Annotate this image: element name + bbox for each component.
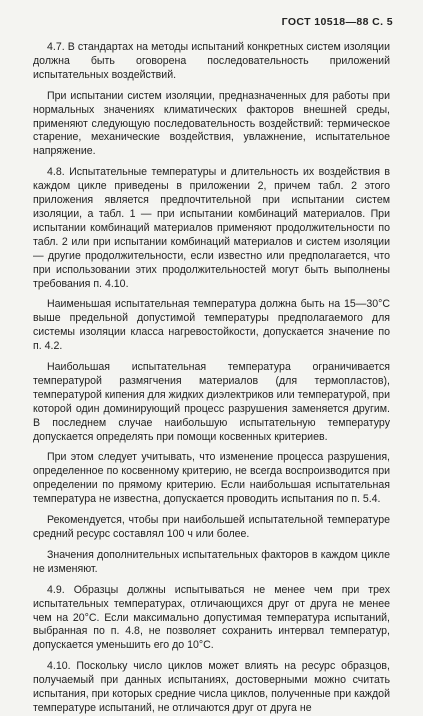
paragraph-max-temperature: Наибольшая испытательная температура ограничивается температурой размягчения материалов (для термопластов), температурой кипения для жидких диэлектриков или температурой, при которой один доминирующий процесс разрушения заменяется другим. В последнем случае наибольшую испытательную температуру допускается определять при помощи косвенных критериев. bbox=[33, 361, 390, 443]
page-body bbox=[33, 41, 390, 716]
paragraph-climatic-sequence: При испытании систем изоляции, предназначенных для работы при нормальных значениях климатических факторов внешней среды, применяют следующую последовательность воздействий: термическое старение, механические воздействия, увлажнение, испытательное напряжение. bbox=[33, 89, 390, 158]
paragraph-indirect-criterion: При этом следует учитывать, что изменение процесса разрушения, определенное по косвенному критерию, не всегда воспроизводится при определении по прямому критерию. Если наибольшая испытательная температура не известна, допускается проводить испытания по п. 5.4. bbox=[33, 451, 390, 506]
paragraph-recommendation: Рекомендуется, чтобы при наибольшей испытательной температуре средний ресурс составлял 100 ч или более. bbox=[33, 514, 390, 540]
paragraph-min-temperature: Наименьшая испытательная температура должна быть на 15—30°C выше предельной допустимой температуры предполагаемого для системы изоляции класса нагревостойкости, допускается значение по п. 4.2. bbox=[33, 298, 390, 353]
paragraph-additional-factors: Значения дополнительных испытательных факторов в каждом цикле не изменяют. bbox=[33, 548, 390, 575]
paragraph-4-9: 4.9. Образцы должны испытываться не менее чем при трех испытательных температурах, отличающихся друг от друга не менее чем на 20°C. Если максимально допустимая температура испытаний, выбранная по п. 4.8, не позволяет сохранить интервал температур, допускается уменьшить его до 10°C. bbox=[33, 583, 390, 652]
paragraph-4-8: 4.8. Испытательные температуры и длительность их воздействия в каждом цикле приведены в приложении 2, причем табл. 2 этого приложения является предпочтительной при испытании систем изоляции, а табл. 1 — при испытании комбинаций материалов. При испытании комбинаций материалов применяют продолжительности по табл. 2 или при испытании комбинаций материалов и систем изоляции — другие продолжительности, если известно или предполагается, что при использовании этих продолжительностей могут быть выполнены требования п. 4.10. bbox=[33, 166, 390, 290]
running-header: ГОСТ 10518—88 С. 5 bbox=[281, 16, 393, 28]
paragraph-4-10: 4.10. Поскольку число циклов может влиять на ресурс образцов, получаемый при данных испытаниях, достоверными можно считать испытания, при которых средние числа циклов, полученные при каждой температуре испытаний, не отличаются друг от друга не bbox=[33, 660, 390, 714]
paragraph-4-7: 4.7. В стандартах на методы испытаний конкретных систем изоляции должна быть оговорена последовательность приложений испытательных воздействий. bbox=[33, 41, 390, 81]
